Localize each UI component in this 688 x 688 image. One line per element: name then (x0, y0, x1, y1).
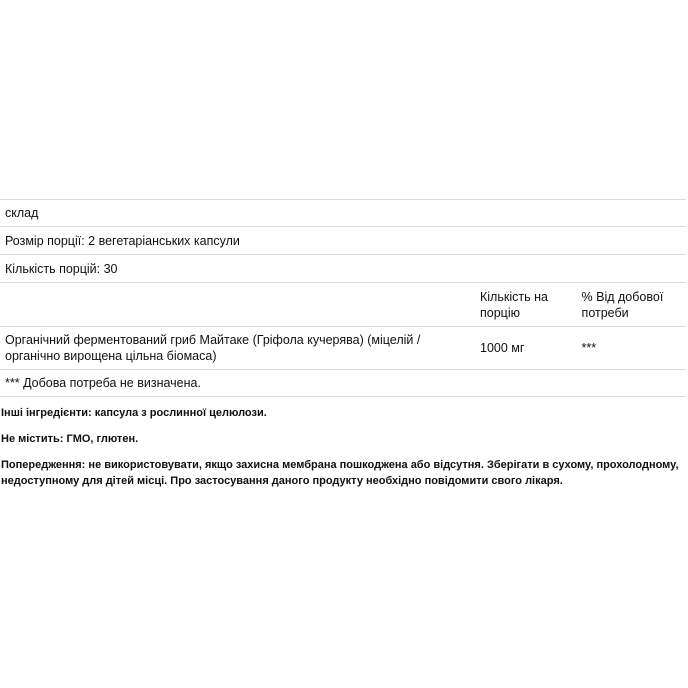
servings-count-row (0, 255, 686, 283)
facts-title: склад (0, 200, 686, 227)
warning-label: Попередження: (1, 459, 86, 471)
facts-header-row (0, 283, 686, 327)
other-ingredients (1, 405, 685, 421)
ingredient-row (0, 327, 686, 370)
other-ingredients-text: капсула з рослинної целюлози. (94, 407, 267, 419)
daily-value-footnote: *** Добова потреба не визначена. (0, 370, 686, 397)
ingredient-daily-value: *** (577, 327, 686, 370)
free-of (1, 431, 685, 447)
serving-size-row (0, 227, 686, 255)
supplement-facts-table (0, 199, 686, 397)
warning (1, 457, 685, 489)
footnote-row (0, 370, 686, 397)
ingredient-amount: 1000 мг (474, 327, 577, 370)
ingredient-name: Органічний ферментований гриб Майтаке (Гріфола кучерява) (міцелій / органічно вирощена цільна біомаса) (0, 327, 474, 370)
header-empty-cell (0, 283, 474, 327)
header-daily-value: % Від добової потреби (577, 283, 686, 327)
serving-size: Розмір порції: 2 вегетаріанських капсули (0, 227, 686, 255)
other-ingredients-label: Інші інгредієнти: (1, 407, 92, 419)
header-amount: Кількість на порцію (474, 283, 577, 327)
free-of-label: Не містить: (1, 433, 64, 445)
facts-title-row (0, 200, 686, 227)
warning-text: не використовувати, якщо захисна мембрана пошкоджена або відсутня. Зберігати в сухому, прохолодному, недоступному для дітей місці. Про застосування даного продукту необхідно повідомити свого лікаря. (1, 459, 679, 487)
servings-per-container: Кількість порцій: 30 (0, 255, 686, 283)
free-of-text: ГМО, глютен. (66, 433, 139, 445)
